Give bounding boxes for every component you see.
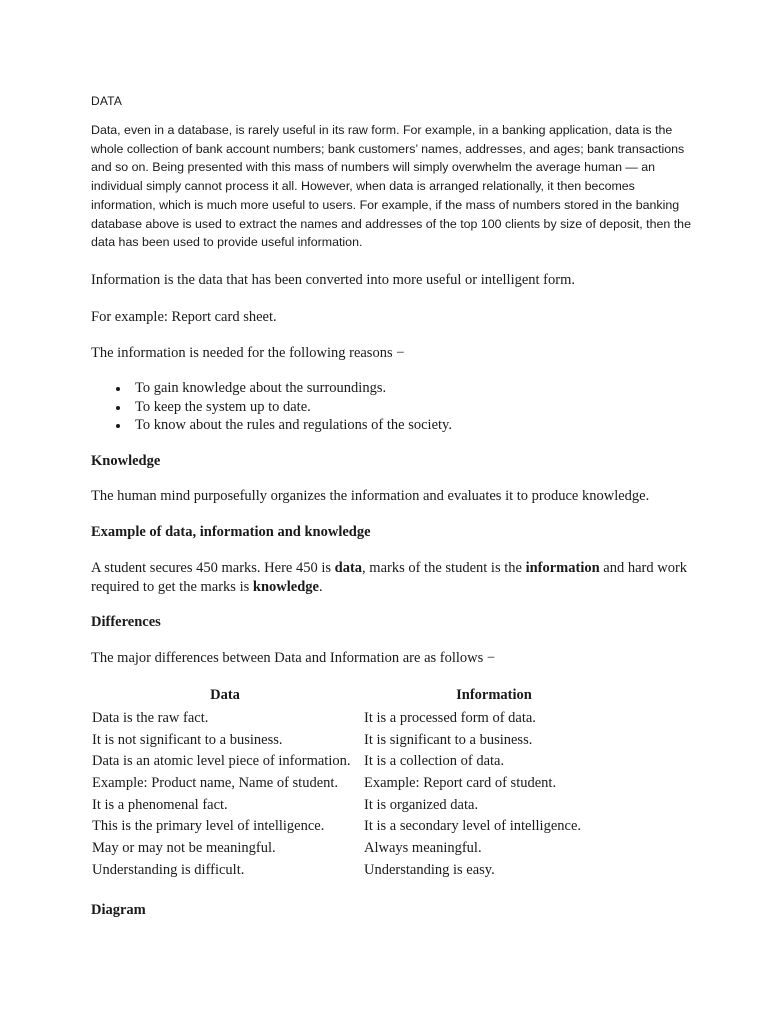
example-heading: Example of data, information and knowledge [91,524,371,540]
column-header-data: Data [210,686,240,703]
table-row [89,729,627,751]
bullet-icon [116,406,120,410]
list-item-text: To gain knowledge about the surroundings. [135,380,387,396]
table-cell: Example: Report card of student. [364,774,557,791]
example-text: , marks of the student is the [362,560,526,576]
table-cell: Always meaningful. [364,839,482,856]
reasons-list [91,379,452,435]
list-item [91,398,452,417]
table-row [89,707,627,729]
table-row [89,815,627,837]
table-row [89,794,627,816]
table-row [89,750,627,772]
table-cell: Data is the raw fact. [92,709,209,726]
table-cell: Understanding is difficult. [92,861,245,878]
table-cell: This is the primary level of intelligence. [92,818,325,835]
table-row [89,837,627,859]
list-item-text: To know about the rules and regulations of the society. [135,417,452,433]
table-cell: It is a processed form of data. [364,709,536,726]
table-cell: Understanding is easy. [364,861,495,878]
information-example: For example: Report card sheet. [91,309,277,325]
table-cell: It is not significant to a business. [92,731,283,748]
differences-heading: Differences [91,614,161,630]
table-cell: May or may not be meaningful. [92,839,276,856]
example-text: A student secures 450 marks. Here 450 is [91,560,335,576]
information-definition: Information is the data that has been converted into more useful or intelligent form. [91,272,575,288]
list-item [91,379,452,398]
table-cell: Example: Product name, Name of student. [92,774,339,791]
intro-paragraph: Data, even in a database, is rarely useful in its raw form. For example, in a banking application, data is the whole collection of bank account numbers; bank customers’ names, addresses, and ages; bank transactions and so on. Being presented with this mass of numbers will simply overwhelm the average human — an individual simply cannot process it all. However, when data is arranged relationally, it then becomes information, which is much more useful to users. For example, if the mass of numbers stored in the banking database above is used to extract the names and addresses of the top 100 clients by size of deposit, then the data has been used to provide useful information. [91,123,691,250]
table-cell: Data is an atomic level piece of information. [92,753,351,770]
table-row [89,772,627,794]
bullet-icon [116,387,120,391]
table-cell: It is a secondary level of intelligence. [364,818,582,835]
table-cell: It is significant to a business. [364,731,533,748]
example-bold-data: data [334,560,363,576]
reasons-intro: The information is needed for the following reasons − [91,345,405,361]
column-header-information: Information [456,686,532,703]
differences-intro: The major differences between Data and Information are as follows − [91,650,496,666]
example-bold-information: information [525,560,600,576]
example-paragraph [91,559,691,596]
diagram-heading: Diagram [91,902,146,918]
table-header-row [89,686,627,707]
example-text: and hard work required to get the marks is [91,560,688,595]
section-heading-data: DATA [91,94,123,108]
table-cell: It is a phenomenal fact. [92,796,228,813]
table-cell: It is a collection of data. [364,753,505,770]
knowledge-heading: Knowledge [91,453,161,469]
example-text: . [318,578,323,595]
example-bold-knowledge: knowledge [252,578,319,595]
bullet-icon [116,424,120,428]
table-cell: It is organized data. [364,796,479,813]
knowledge-text: The human mind purposefully organizes the information and evaluates it to produce knowledge. [91,488,650,504]
list-item [91,416,452,435]
table-row [89,859,627,881]
differences-table [89,686,627,881]
list-item-text: To keep the system up to date. [135,398,311,415]
